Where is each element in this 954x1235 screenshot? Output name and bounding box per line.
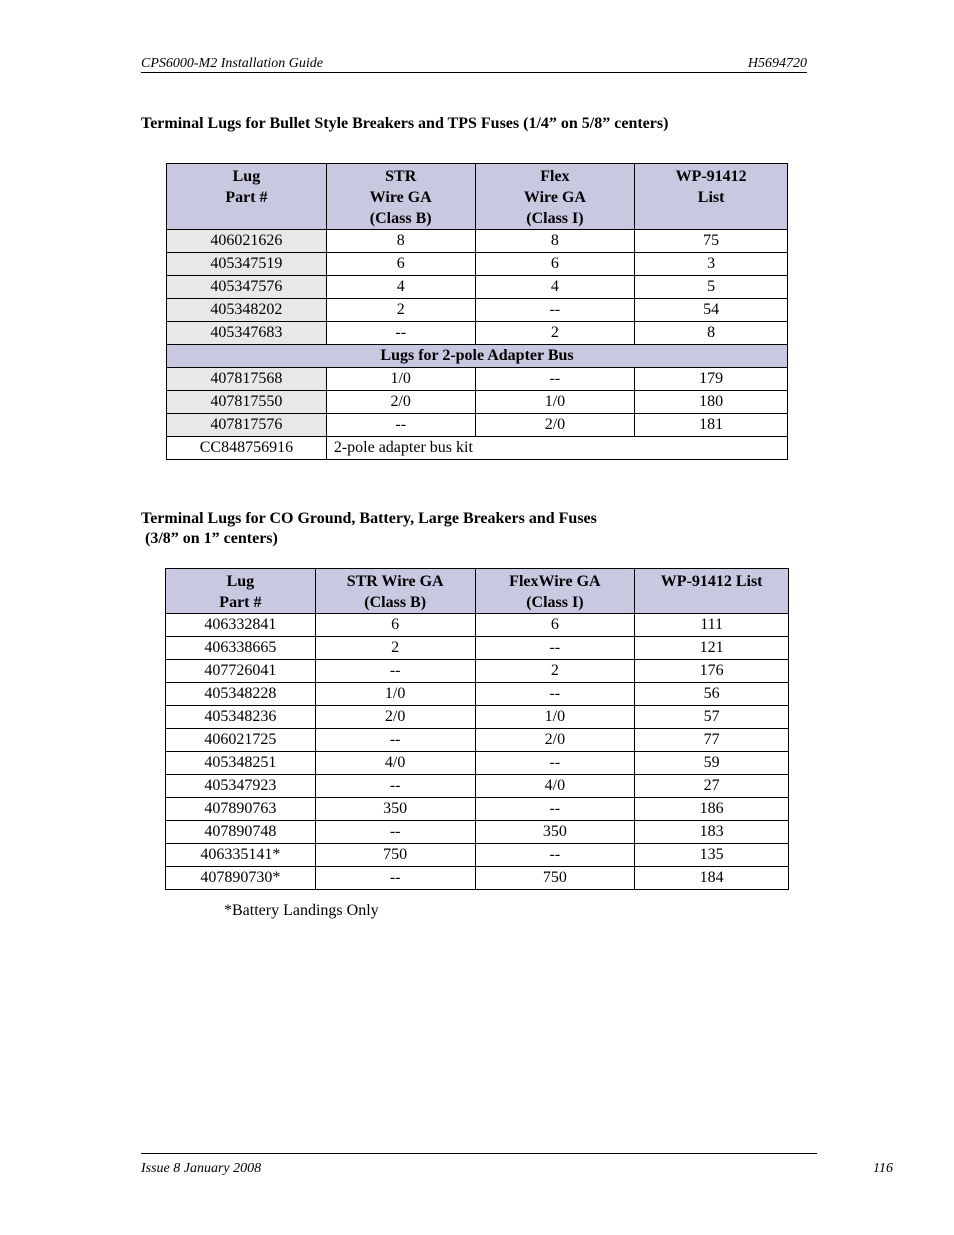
table1-title: Terminal Lugs for Bullet Style Breakers and TPS Fuses (1/4” on 5/8” centers) — [141, 115, 669, 132]
str-cell: 750 — [315, 844, 475, 867]
str-cell: 6 — [326, 253, 475, 276]
flex-cell: -- — [475, 637, 635, 660]
table-row — [166, 867, 789, 890]
table1-col-str: STR Wire GA (Class B) — [326, 164, 475, 230]
kit-row — [167, 437, 788, 460]
list-cell: 121 — [635, 637, 789, 660]
lug-part-cell: 405347576 — [167, 276, 327, 299]
lug-part-cell: 406332841 — [166, 614, 316, 637]
table1-header-row — [167, 164, 788, 230]
lug-part-cell: 405347519 — [167, 253, 327, 276]
lug-part-cell: 406338665 — [166, 637, 316, 660]
flex-cell: 2 — [475, 322, 635, 345]
flex-cell: 2/0 — [475, 414, 635, 437]
table2-col-flex: FlexWire GA (Class I) — [475, 569, 635, 614]
header-rule — [141, 72, 807, 73]
section-heading: Lugs for 2-pole Adapter Bus — [167, 345, 788, 368]
table-row — [166, 614, 789, 637]
list-cell: 27 — [635, 775, 789, 798]
lug-part-cell: 407890730* — [166, 867, 316, 890]
list-cell: 179 — [635, 368, 788, 391]
str-cell: -- — [326, 322, 475, 345]
str-cell: 2/0 — [315, 706, 475, 729]
flex-cell: 8 — [475, 230, 635, 253]
list-cell: 181 — [635, 414, 788, 437]
str-cell: 2 — [326, 299, 475, 322]
table-row — [167, 414, 788, 437]
str-cell: -- — [315, 821, 475, 844]
list-cell: 54 — [635, 299, 788, 322]
flex-cell: 6 — [475, 614, 635, 637]
kit-part-cell: CC848756916 — [167, 437, 327, 460]
str-cell: -- — [315, 775, 475, 798]
table-row — [167, 253, 788, 276]
list-cell: 180 — [635, 391, 788, 414]
list-cell: 186 — [635, 798, 789, 821]
table-row — [166, 637, 789, 660]
lug-part-cell: 407726041 — [166, 660, 316, 683]
lug-part-cell: 407890748 — [166, 821, 316, 844]
table2-col-lug: Lug Part # — [166, 569, 316, 614]
table-row — [166, 821, 789, 844]
str-cell: 4 — [326, 276, 475, 299]
lug-part-cell: 405347683 — [167, 322, 327, 345]
list-cell: 57 — [635, 706, 789, 729]
lug-part-cell: 407890763 — [166, 798, 316, 821]
list-cell: 183 — [635, 821, 789, 844]
list-cell: 56 — [635, 683, 789, 706]
table2-title-line1: Terminal Lugs for CO Ground, Battery, Large Breakers and Fuses — [141, 510, 597, 527]
table-row — [167, 276, 788, 299]
str-cell: -- — [315, 867, 475, 890]
list-cell: 59 — [635, 752, 789, 775]
list-cell: 135 — [635, 844, 789, 867]
header-doc-number: H5694720 — [747, 56, 807, 71]
lug-part-cell: 405348202 — [167, 299, 327, 322]
table-row — [166, 729, 789, 752]
footer-page-number: 116 — [873, 1161, 893, 1176]
table-row — [167, 322, 788, 345]
flex-cell: -- — [475, 752, 635, 775]
flex-cell: 2/0 — [475, 729, 635, 752]
flex-cell: -- — [475, 683, 635, 706]
section-row — [167, 345, 788, 368]
kit-description-cell: 2-pole adapter bus kit — [326, 437, 787, 460]
table1-col-lug: Lug Part # — [167, 164, 327, 230]
list-cell: 8 — [635, 322, 788, 345]
str-cell: 1/0 — [315, 683, 475, 706]
table-row — [166, 752, 789, 775]
lug-part-cell: 405348228 — [166, 683, 316, 706]
table-row — [166, 798, 789, 821]
table-row — [167, 368, 788, 391]
flex-cell: 350 — [475, 821, 635, 844]
table-row — [167, 391, 788, 414]
flex-cell: 1/0 — [475, 391, 635, 414]
list-cell: 176 — [635, 660, 789, 683]
lug-part-cell: 405347923 — [166, 775, 316, 798]
list-cell: 3 — [635, 253, 788, 276]
table-row — [166, 683, 789, 706]
flex-cell: -- — [475, 299, 635, 322]
flex-cell: 1/0 — [475, 706, 635, 729]
flex-cell: -- — [475, 368, 635, 391]
lug-part-cell: 406021725 — [166, 729, 316, 752]
table2 — [165, 568, 789, 890]
flex-cell: 750 — [475, 867, 635, 890]
str-cell: -- — [326, 414, 475, 437]
flex-cell: 4/0 — [475, 775, 635, 798]
flex-cell: -- — [475, 844, 635, 867]
list-cell: 75 — [635, 230, 788, 253]
table-row — [166, 844, 789, 867]
table-row — [166, 660, 789, 683]
footer-rule — [141, 1153, 817, 1154]
flex-cell: 4 — [475, 276, 635, 299]
battery-footnote: *Battery Landings Only — [224, 902, 379, 919]
list-cell: 184 — [635, 867, 789, 890]
lug-part-cell: 406335141* — [166, 844, 316, 867]
table2-col-str: STR Wire GA (Class B) — [315, 569, 475, 614]
table1 — [166, 163, 788, 460]
table2-title — [141, 509, 597, 549]
table-row — [167, 230, 788, 253]
table2-header-row — [166, 569, 789, 614]
lug-part-cell: 406021626 — [167, 230, 327, 253]
str-cell: -- — [315, 729, 475, 752]
flex-cell: 2 — [475, 660, 635, 683]
list-cell: 111 — [635, 614, 789, 637]
flex-cell: 6 — [475, 253, 635, 276]
str-cell: 2 — [315, 637, 475, 660]
str-cell: 6 — [315, 614, 475, 637]
table1-col-list: WP-91412 List — [635, 164, 788, 230]
footer-issue-date: Issue 8 January 2008 — [141, 1161, 262, 1176]
lug-part-cell: 407817576 — [167, 414, 327, 437]
list-cell: 5 — [635, 276, 788, 299]
lug-part-cell: 405348236 — [166, 706, 316, 729]
table-row — [167, 299, 788, 322]
str-cell: 350 — [315, 798, 475, 821]
lug-part-cell: 407817550 — [167, 391, 327, 414]
str-cell: -- — [315, 660, 475, 683]
str-cell: 1/0 — [326, 368, 475, 391]
table1-col-flex: Flex Wire GA (Class I) — [475, 164, 635, 230]
lug-part-cell: 405348251 — [166, 752, 316, 775]
table2-col-list: WP-91412 List — [635, 569, 789, 614]
flex-cell: -- — [475, 798, 635, 821]
header-doc-title: CPS6000-M2 Installation Guide — [141, 56, 323, 71]
list-cell: 77 — [635, 729, 789, 752]
str-cell: 4/0 — [315, 752, 475, 775]
str-cell: 8 — [326, 230, 475, 253]
table-row — [166, 775, 789, 798]
lug-part-cell: 407817568 — [167, 368, 327, 391]
str-cell: 2/0 — [326, 391, 475, 414]
table2-title-line2: (3/8” on 1” centers) — [141, 530, 278, 547]
table-row — [166, 706, 789, 729]
